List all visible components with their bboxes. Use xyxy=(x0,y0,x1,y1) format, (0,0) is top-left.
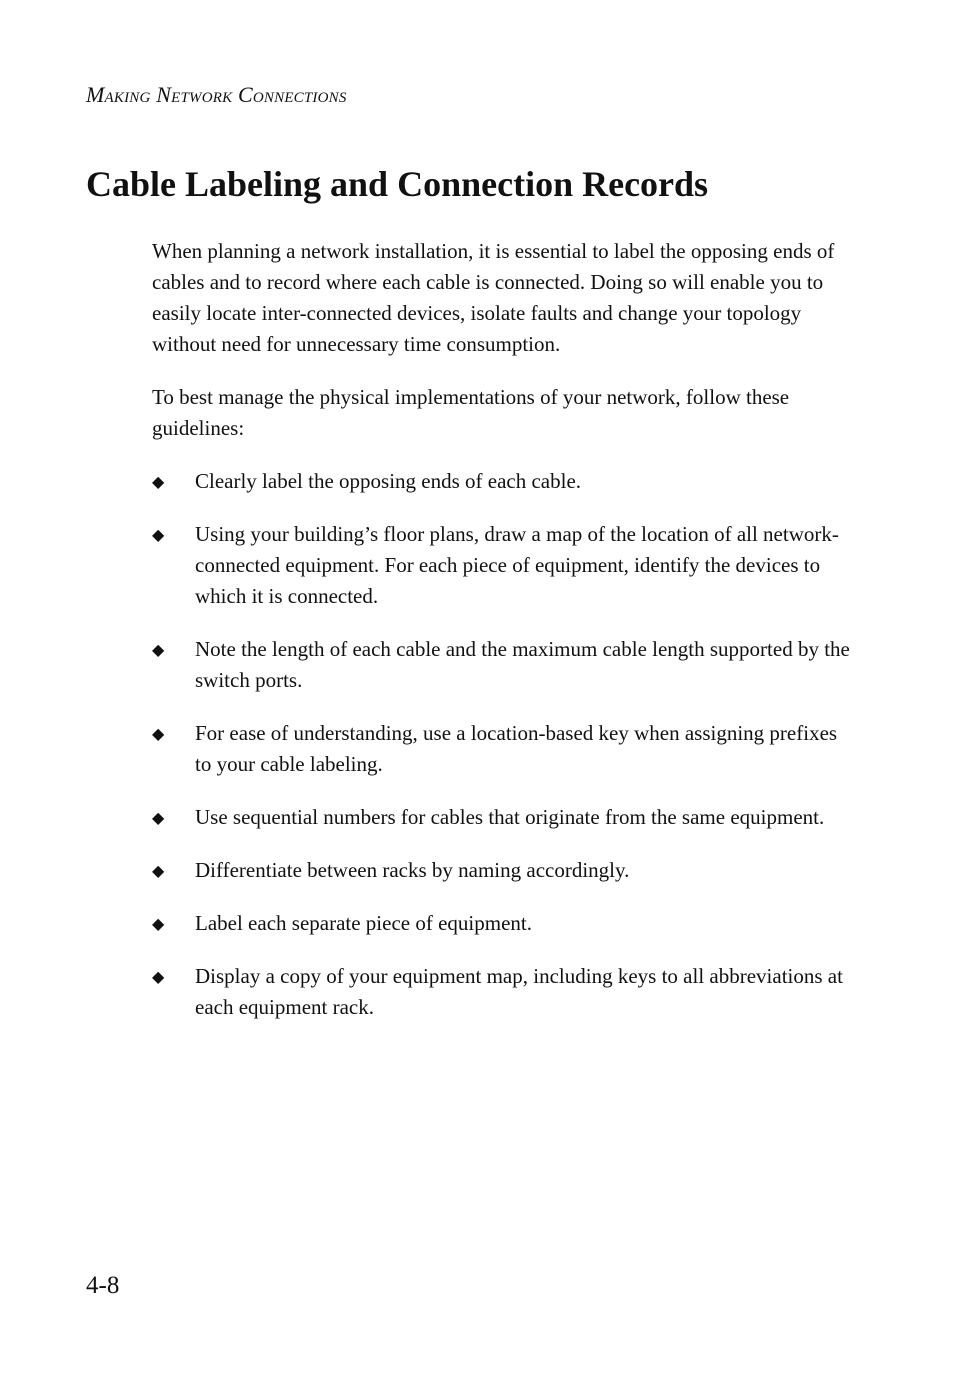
list-item xyxy=(152,466,852,497)
list-item xyxy=(152,519,852,612)
diamond-bullet-icon: ◆ xyxy=(152,914,165,933)
list-item-text: Display a copy of your equipment map, including keys to all abbreviations at each equipment rack. xyxy=(195,964,843,1019)
list-item-text: For ease of understanding, use a location-based key when assigning prefixes to your cable labeling. xyxy=(195,721,838,776)
diamond-bullet-icon: ◆ xyxy=(152,525,165,544)
page-number: 4-8 xyxy=(86,1272,120,1299)
section-title: Cable Labeling and Connection Records xyxy=(86,164,709,204)
diamond-bullet-icon: ◆ xyxy=(152,640,165,659)
diamond-bullet-icon: ◆ xyxy=(152,861,165,880)
intro-paragraph: When planning a network installation, it is essential to label the opposing ends of cables and to record where each cable is connected. Doing so will enable you to easily locate inter-connected devices, isolate faults and change your topology without need for unnecessary time consumption. xyxy=(152,239,835,356)
list-item-text: Using your building’s floor plans, draw a map of the location of all network-connected equipment. For each piece of equipment, identify the devices to which it is connected. xyxy=(195,522,839,608)
body-content xyxy=(152,236,852,1045)
list-item xyxy=(152,961,852,1023)
list-item xyxy=(152,634,852,696)
list-item xyxy=(152,855,852,886)
list-item xyxy=(152,908,852,939)
list-item xyxy=(152,802,852,833)
guidelines-lead-paragraph: To best manage the physical implementations of your network, follow these guidelines: xyxy=(152,385,790,440)
list-item-text: Differentiate between racks by naming accordingly. xyxy=(195,858,630,882)
list-item-text: Label each separate piece of equipment. xyxy=(195,911,532,935)
diamond-bullet-icon: ◆ xyxy=(152,967,165,986)
diamond-bullet-icon: ◆ xyxy=(152,724,165,743)
diamond-bullet-icon: ◆ xyxy=(152,808,165,827)
guidelines-list xyxy=(152,466,852,1023)
running-header: Making Network Connections xyxy=(86,82,347,107)
list-item-text: Use sequential numbers for cables that originate from the same equipment. xyxy=(195,805,825,829)
list-item-text: Note the length of each cable and the maximum cable length supported by the switch ports. xyxy=(195,637,850,692)
diamond-bullet-icon: ◆ xyxy=(152,472,165,491)
list-item xyxy=(152,718,852,780)
list-item-text: Clearly label the opposing ends of each cable. xyxy=(195,469,582,493)
